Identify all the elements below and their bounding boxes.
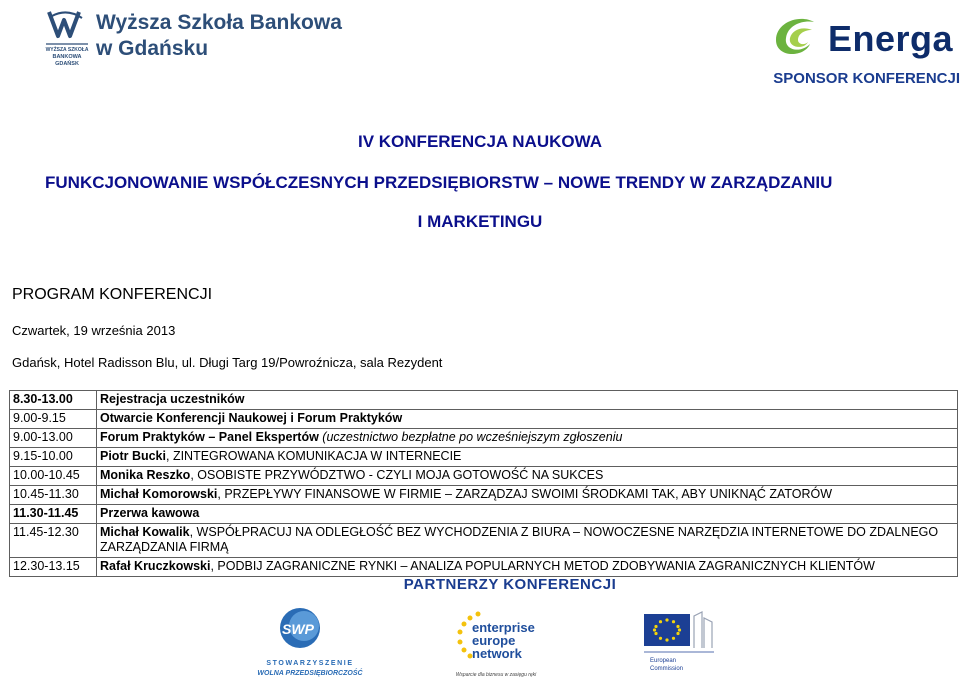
agenda-time: 12.30-13.15 [10, 558, 97, 577]
wsb-emblem-icon [44, 8, 90, 68]
wsb-name-line2: w Gdańsku [96, 37, 209, 60]
ec-line1: European [650, 658, 677, 664]
agenda-topic: , OSOBISTE PRZYWÓDZTWO - CZYLI MOJA GOTOWOŚĆ NA SUKCES [190, 468, 604, 482]
agenda-speaker: Michał Kowalik [100, 525, 190, 539]
conference-title: IV KONFERENCJA NAUKOWA [358, 132, 602, 151]
wsb-emblem-line2: BANKOWA [52, 54, 82, 60]
agenda-row [10, 410, 958, 429]
agenda-description [97, 448, 958, 467]
agenda-time: 11.45-12.30 [10, 524, 97, 558]
agenda-row [10, 486, 958, 505]
wsb-emblem-line1: WYŻSZA SZKOŁA [45, 47, 89, 53]
swp-line1: STOWARZYSZENIE [266, 660, 354, 667]
swp-acronym: SWP [282, 621, 314, 637]
agenda-speaker: Piotr Bucki [100, 449, 166, 463]
agenda-row [10, 448, 958, 467]
agenda-description [97, 410, 958, 429]
agenda-speaker: Przerwa kawowa [100, 506, 200, 520]
european-commission-logo [640, 608, 718, 678]
agenda-table [9, 390, 958, 577]
wsb-logo [44, 8, 344, 70]
energa-logo [770, 14, 954, 64]
agenda-time: 11.30-11.45 [10, 505, 97, 524]
agenda-description [97, 486, 958, 505]
conference-subtitle: FUNKCJONOWANIE WSPÓŁCZESNYCH PRZEDSIĘBIORSTW – NOWE TRENDY W ZARZĄDZANIU [45, 173, 833, 192]
een-logo [442, 600, 542, 680]
een-line3: network [472, 646, 522, 661]
agenda-time: 9.15-10.00 [10, 448, 97, 467]
agenda-description [97, 558, 958, 577]
agenda-speaker: Rafał Kruczkowski [100, 559, 211, 573]
agenda-row [10, 524, 958, 558]
een-line1: enterprise [472, 620, 535, 635]
agenda-row [10, 391, 958, 410]
agenda-description [97, 467, 958, 486]
agenda-topic: , ZINTEGROWANA KOMUNIKACJA W INTERNECIE [166, 449, 462, 463]
agenda-row [10, 558, 958, 577]
sponsor-label: SPONSOR KONFERENCJI [773, 70, 960, 87]
agenda-row [10, 467, 958, 486]
agenda-speaker: Otwarcie Konferencji Naukowej i Forum Praktyków [100, 411, 403, 425]
program-place: Gdańsk, Hotel Radisson Blu, ul. Długi Targ 19/Powroźnicza, sala Rezydent [12, 355, 443, 370]
wsb-name [96, 10, 342, 62]
een-tagline: Wsparcie dla biznesu w zasięgu ręki [455, 672, 537, 678]
agenda-time: 8.30-13.00 [10, 391, 97, 410]
agenda-speaker: Rejestracja uczestników [100, 392, 245, 406]
agenda-description [97, 524, 958, 558]
wsb-emblem-line3: GDAŃSK [55, 61, 79, 67]
agenda-speaker: Forum Praktyków – Panel Ekspertów [100, 430, 319, 444]
swp-line2: WOLNA PRZEDSIĘBIORCZOŚĆ [257, 670, 363, 677]
energa-name: Energa [828, 18, 954, 59]
agenda-topic: , PODBIJ ZAGRANICZNE RYNKI – ANALIZA POPULARNYCH METOD ZDOBYWANIA ZAGRANICZNYCH KLIENTÓW [210, 559, 875, 573]
agenda-row [10, 429, 958, 448]
agenda-description [97, 505, 958, 524]
energa-swirl-icon [770, 14, 822, 62]
agenda-time: 9.00-13.00 [10, 429, 97, 448]
agenda-time: 10.00-10.45 [10, 467, 97, 486]
agenda-topic: , PRZEPŁYWY FINANSOWE W FIRMIE – ZARZĄDZAJ SWOIMI ŚRODKAMI TAK, ABY UNIKNĄĆ ZATORÓW [217, 487, 833, 501]
program-date: Czwartek, 19 września 2013 [12, 323, 176, 338]
een-line2: europe [472, 633, 516, 648]
agenda-speaker: Monika Reszko [100, 468, 191, 482]
wsb-name-line1: Wyższa Szkoła Bankowa [96, 11, 342, 34]
swp-logo [256, 604, 364, 678]
partners-label: PARTNERZY KONFERENCJI [403, 576, 617, 593]
agenda-row [10, 505, 958, 524]
agenda-time: 9.00-9.15 [10, 410, 97, 429]
agenda-speaker: Michał Komorowski [100, 487, 218, 501]
conference-subtitle-cont: I MARKETINGU [417, 212, 543, 231]
agenda-description [97, 391, 958, 410]
agenda-description [97, 429, 958, 448]
agenda-note: (uczestnictwo bezpłatne po wcześniejszym zgłoszeniu [318, 430, 623, 444]
ec-line2: Commission [650, 666, 684, 672]
program-heading: PROGRAM KONFERENCJI [12, 286, 213, 303]
agenda-time: 10.45-11.30 [10, 486, 97, 505]
agenda-topic: , WSPÓŁPRACUJ NA ODLEGŁOŚĆ BEZ WYCHODZENIA Z BIURA – NOWOCZESNE NARZĘDZIA INTERNETOWE DO ZDALNEGO ZARZĄDZANIA FIRMĄ [100, 525, 939, 554]
